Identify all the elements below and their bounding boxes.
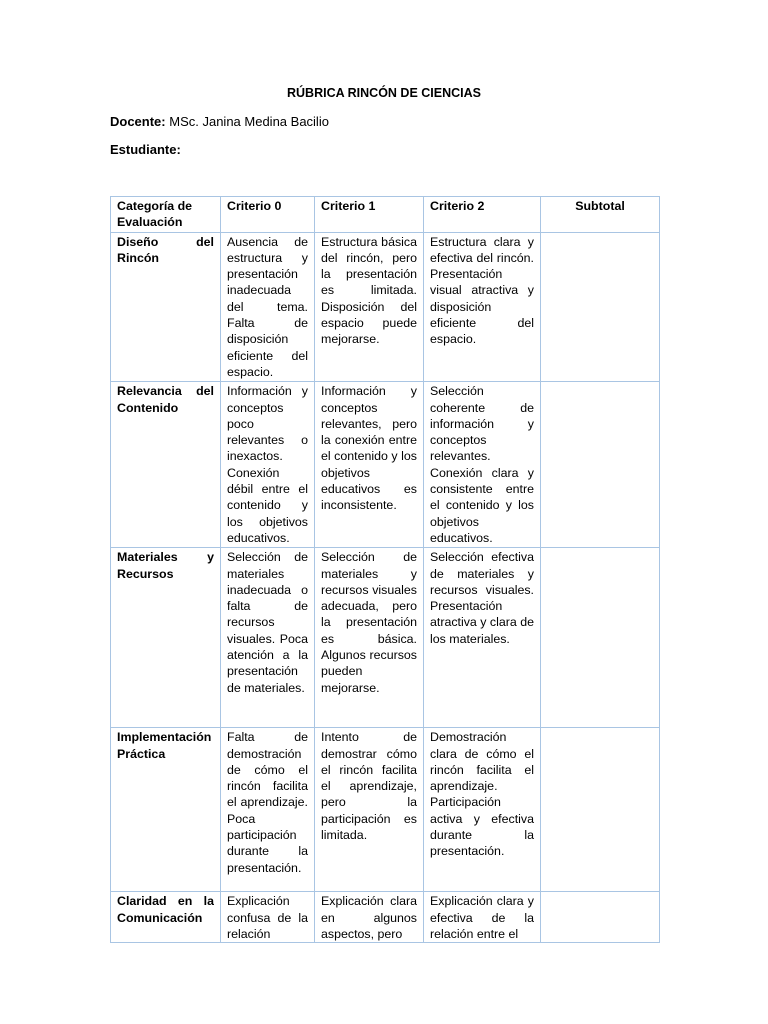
header-criterio-0: Criterio 0: [221, 197, 315, 233]
row-categoria: Materiales y Recursos: [111, 548, 221, 728]
row-categoria: Relevancia del Contenido: [111, 382, 221, 548]
rubric-table: [110, 196, 660, 943]
row-subtotal: [541, 728, 660, 892]
row-criterio-1-cell: [315, 892, 424, 943]
docente-label: Docente:: [110, 114, 166, 129]
row-criterio-0: Ausencia de estructura y presentación inadecuada del tema. Falta de disposición eficiente del espacio.: [221, 232, 315, 382]
row-subtotal-cell: [541, 892, 660, 943]
row-criterio-1: Información y conceptos relevantes, pero la conexión entre el contenido y los objetivos educativos es inconsistente.: [315, 382, 424, 548]
estudiante-line: [110, 142, 181, 157]
table-row: [111, 728, 660, 892]
row-subtotal: [541, 382, 660, 548]
table-header-row: [111, 197, 660, 233]
header-criterio-2: Criterio 2: [424, 197, 541, 233]
row-criterio-0: Información y conceptos poco relevantes o inexactos. Conexión débil entre el contenido y los objetivos educativos.: [221, 382, 315, 548]
row-criterio-1: Explicación clara en algunos aspectos, pero: [321, 894, 417, 941]
row-criterio-0: Selección de materiales inadecuada o falta de recursos visuales. Poca atención a la presentación de materiales.: [221, 548, 315, 728]
row-criterio-0: Falta de demostración de cómo el rincón facilita el aprendizaje. Poca participación durante la presentación.: [221, 728, 315, 892]
row-subtotal: [547, 893, 653, 941]
row-categoria: Diseño del Rincón: [111, 232, 221, 382]
row-categoria: Implementación Práctica: [111, 728, 221, 892]
table-row: [111, 382, 660, 548]
header-criterio-1: Criterio 1: [315, 197, 424, 233]
row-criterio-2: Selección coherente de información y conceptos relevantes. Conexión clara y consistente entre el contenido y los objetivos educativos.: [424, 382, 541, 548]
table-row: [111, 892, 660, 943]
table-row: [111, 232, 660, 382]
document-title: RÚBRICA RINCÓN DE CIENCIAS: [287, 86, 481, 100]
row-criterio-1: Estructura básica del rincón, pero la presentación es limitada. Disposición del espacio puede mejorarse.: [315, 232, 424, 382]
row-categoria-cell: [111, 892, 221, 943]
row-criterio-1: Selección de materiales y recursos visuales adecuada, pero la presentación es básica. Algunos recursos pueden mejorarse.: [315, 548, 424, 728]
row-subtotal: [541, 548, 660, 728]
row-categoria: Claridad en la Comunicación: [117, 894, 214, 925]
docente-value: MSc. Janina Medina Bacilio: [169, 114, 329, 129]
row-criterio-1: Intento de demostrar cómo el rincón facilita el aprendizaje, pero la participación es limitada.: [315, 728, 424, 892]
row-criterio-0-cell: [221, 892, 315, 943]
estudiante-label: Estudiante:: [110, 142, 181, 157]
row-criterio-2: Demostración clara de cómo el rincón facilita el aprendizaje. Participación activa y efectiva durante la presentación.: [424, 728, 541, 892]
row-criterio-2: Selección efectiva de materiales y recursos visuales. Presentación atractiva y clara de los materiales.: [424, 548, 541, 728]
row-subtotal: [541, 232, 660, 382]
table-row: [111, 548, 660, 728]
row-criterio-2-cell: [424, 892, 541, 943]
header-categoria: Categoría de Evaluación: [111, 197, 221, 233]
docente-line: [110, 114, 329, 129]
header-subtotal: Subtotal: [541, 197, 660, 233]
row-criterio-2: Explicación clara y efectiva de la relación entre el: [430, 894, 534, 941]
row-criterio-0: Explicación confusa de la relación: [227, 894, 308, 941]
row-criterio-2: Estructura clara y efectiva del rincón. Presentación visual atractiva y disposición eficiente del espacio.: [424, 232, 541, 382]
